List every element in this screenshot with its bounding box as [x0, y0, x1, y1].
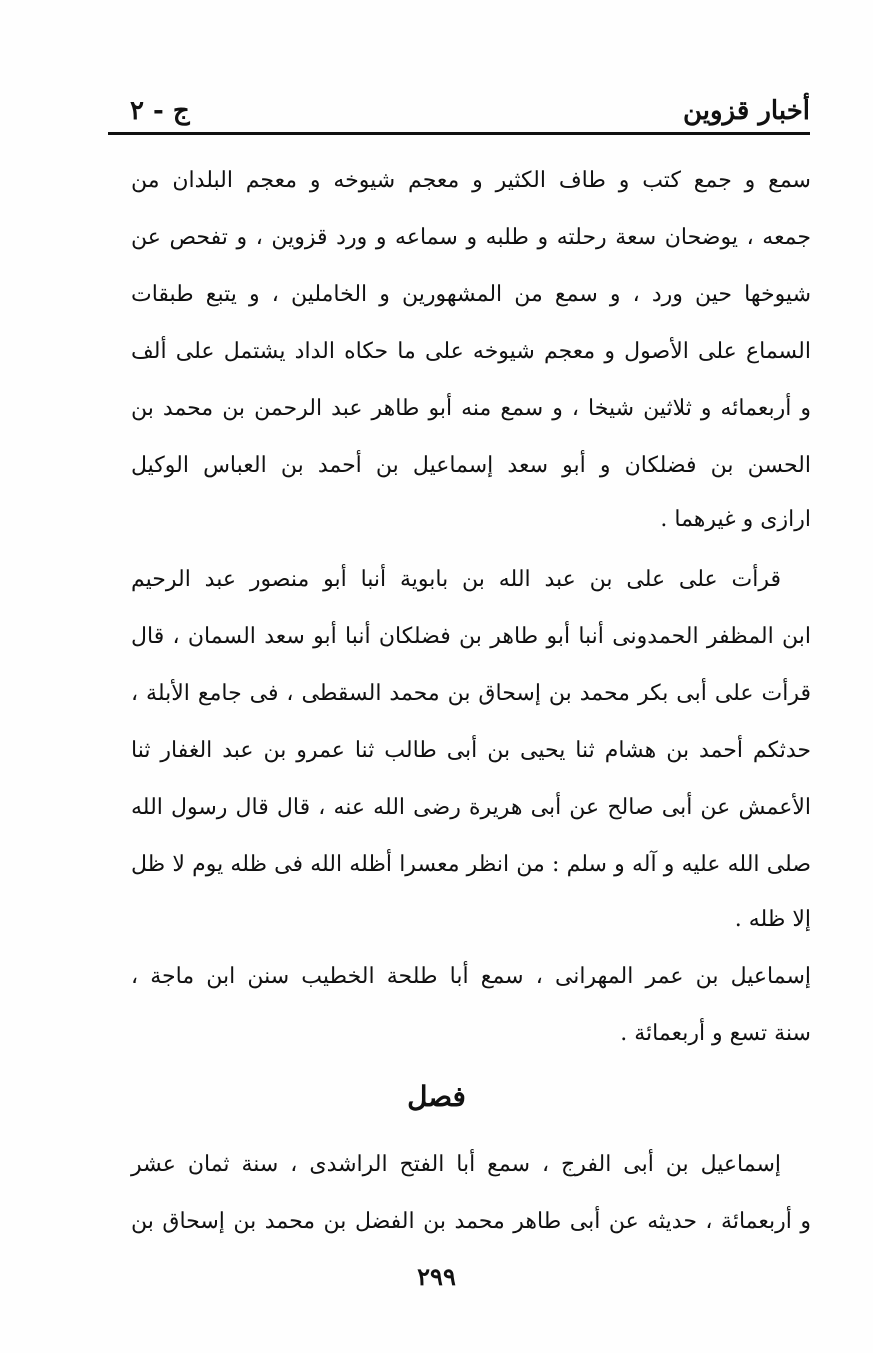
header-rule: [108, 132, 810, 135]
text-line: قرأت على أبى بكر محمد بن إسحاق بن محمد السقطى ، فى جامع الأبلة ،: [131, 681, 811, 706]
text-line: جمعه ، يوضحان سعة رحلته و طلبه و سماعه و ورد قزوين ، و تفحص عن: [131, 225, 811, 250]
text-line: صلى الله عليه و آله و سلم : من انظر معسرا أظله الله فى ظله يوم لا ظل: [131, 852, 811, 877]
page-number: ٢٩٩: [417, 1262, 456, 1291]
text-line: و أربعمائه و ثلاثين شيخا ، و سمع منه أبو طاهر عبد الرحمن بن محمد بن: [131, 396, 811, 421]
volume-number: ج - ٢: [130, 96, 190, 126]
text-line: السماع على الأصول و معجم شيوخه على ما حكاه الداد يشتمل على ألف: [131, 339, 811, 364]
text-line: الأعمش عن أبى صالح عن أبى هريرة رضى الله عنه ، قال قال رسول الله: [131, 795, 811, 820]
text-line: ارازى و غيرهما .: [660, 507, 811, 532]
text-line: إسماعيل بن أبى الفرج ، سمع أبا الفتح الراشدى ، سنة ثمان عشر: [131, 1152, 781, 1177]
text-line: حدثكم أحمد بن هشام ثنا يحيى بن أبى طالب ثنا عمرو بن عبد الغفار ثنا: [131, 738, 811, 763]
text-line: سمع و جمع كتب و طاف الكثير و معجم شيوخه و معجم البلدان من: [131, 168, 811, 193]
text-line: سنة تسع و أربعمائة .: [620, 1021, 811, 1046]
running-header: [110, 92, 810, 132]
text-line: إسماعيل بن عمر المهرانى ، سمع أبا طلحة الخطيب سنن ابن ماجة ،: [131, 964, 811, 989]
section-heading: فصل: [407, 1080, 466, 1113]
text-line: شيوخها حين ورد ، و سمع من المشهورين و الخاملين ، و يتبع طبقات: [131, 282, 812, 307]
text-line: ابن المظفر الحمدونى أنبا أبو طاهر بن فضلكان أنبا أبو سعد السمان ، قال: [131, 624, 811, 649]
text-line: الحسن بن فضلكان و أبو سعد إسماعيل بن أحمد بن العباس الوكيل: [131, 453, 811, 478]
text-line: و أربعمائة ، حديثه عن أبى طاهر محمد بن الفضل بن محمد بن إسحاق بن: [131, 1209, 811, 1234]
text-line: إلا ظله .: [734, 907, 811, 932]
book-title: أخبار قزوين: [682, 96, 810, 126]
text-line: قرأت على على بن عبد الله بن بابوية أنبا أبو منصور عبد الرحيم: [131, 567, 781, 592]
